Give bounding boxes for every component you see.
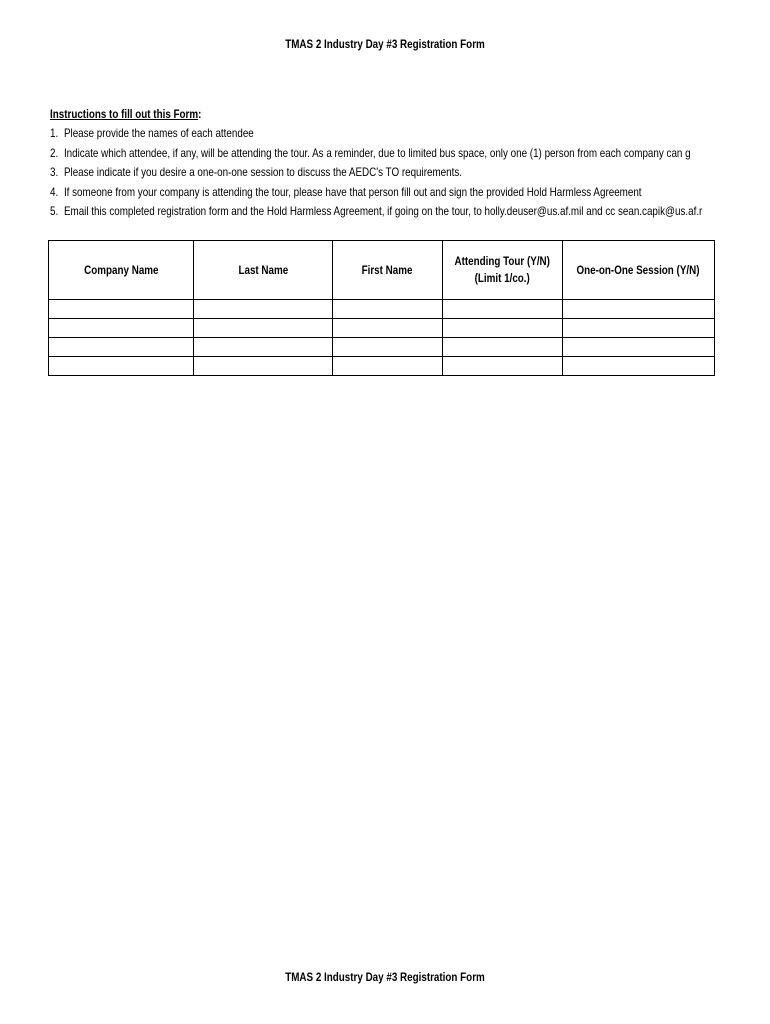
instruction-text: If someone from your company is attending the tour, please have that person fill out and sign the provided Hold Harmless Agreement <box>63 184 642 199</box>
table-header-row <box>49 241 715 300</box>
instruction-item-2 <box>50 144 691 164</box>
page-footer-title: TMAS 2 Industry Day #3 Registration Form <box>285 970 485 984</box>
attending-tour-cell[interactable] <box>443 357 563 376</box>
instruction-text: Email this completed registration form and the Hold Harmless Agreement, if going on the tour, to holly.deuser@us.af.mil and cc sean.capik@us.af.r <box>63 204 703 219</box>
instruction-item-4 <box>50 183 642 203</box>
instructions-heading-colon: : <box>198 107 202 121</box>
instruction-text: Please indicate if you desire a one-on-one session to discuss the AEDC's TO requirements. <box>63 165 462 180</box>
table-row <box>49 338 715 357</box>
attending-tour-cell[interactable] <box>443 319 563 338</box>
instructions-heading-text: Instructions to fill out this Form <box>50 107 199 121</box>
table-row <box>49 300 715 319</box>
instructions-heading <box>50 105 594 124</box>
one-on-one-session-cell[interactable] <box>563 319 715 338</box>
column-header-one-on-one-session: One-on-One Session (Y/N) <box>563 241 715 300</box>
page-title: TMAS 2 Industry Day #3 Registration Form <box>285 37 485 51</box>
company-name-cell[interactable] <box>49 319 194 338</box>
instruction-number: 2. <box>50 145 59 160</box>
attending-tour-cell[interactable] <box>443 338 563 357</box>
instruction-number: 3. <box>50 165 59 180</box>
instruction-item-3 <box>50 163 594 183</box>
first-name-cell[interactable] <box>333 319 443 338</box>
one-on-one-session-cell[interactable] <box>563 300 715 319</box>
table-row <box>49 319 715 338</box>
instruction-number: 4. <box>50 184 59 199</box>
attending-tour-cell[interactable] <box>443 300 563 319</box>
first-name-cell[interactable] <box>333 357 443 376</box>
table-row <box>49 357 715 376</box>
instructions-list <box>50 124 714 222</box>
company-name-cell[interactable] <box>49 357 194 376</box>
instruction-text: Indicate which attendee, if any, will be attending the tour. As a reminder, due to limited bus space, only one (1) person from each company can g <box>63 145 691 160</box>
company-name-cell[interactable] <box>49 300 194 319</box>
last-name-cell[interactable] <box>194 338 333 357</box>
column-header-company-name: Company Name <box>49 241 194 300</box>
first-name-cell[interactable] <box>333 338 443 357</box>
column-header-attending-tour: Attending Tour (Y/N) (Limit 1/co.) <box>443 241 563 300</box>
instruction-number: 1. <box>50 126 59 140</box>
registration-table <box>48 240 715 376</box>
last-name-cell[interactable] <box>194 319 333 338</box>
company-name-cell[interactable] <box>49 338 194 357</box>
column-header-last-name: Last Name <box>194 241 333 300</box>
instructions-section <box>50 105 714 222</box>
one-on-one-session-cell[interactable] <box>563 338 715 357</box>
last-name-cell[interactable] <box>194 357 333 376</box>
instruction-text: Please provide the names of each attendee <box>63 126 254 140</box>
first-name-cell[interactable] <box>333 300 443 319</box>
last-name-cell[interactable] <box>194 300 333 319</box>
instruction-item-1 <box>50 124 594 144</box>
one-on-one-session-cell[interactable] <box>563 357 715 376</box>
instruction-number: 5. <box>50 204 59 219</box>
instruction-item-5 <box>50 202 703 222</box>
column-header-first-name: First Name <box>333 241 443 300</box>
